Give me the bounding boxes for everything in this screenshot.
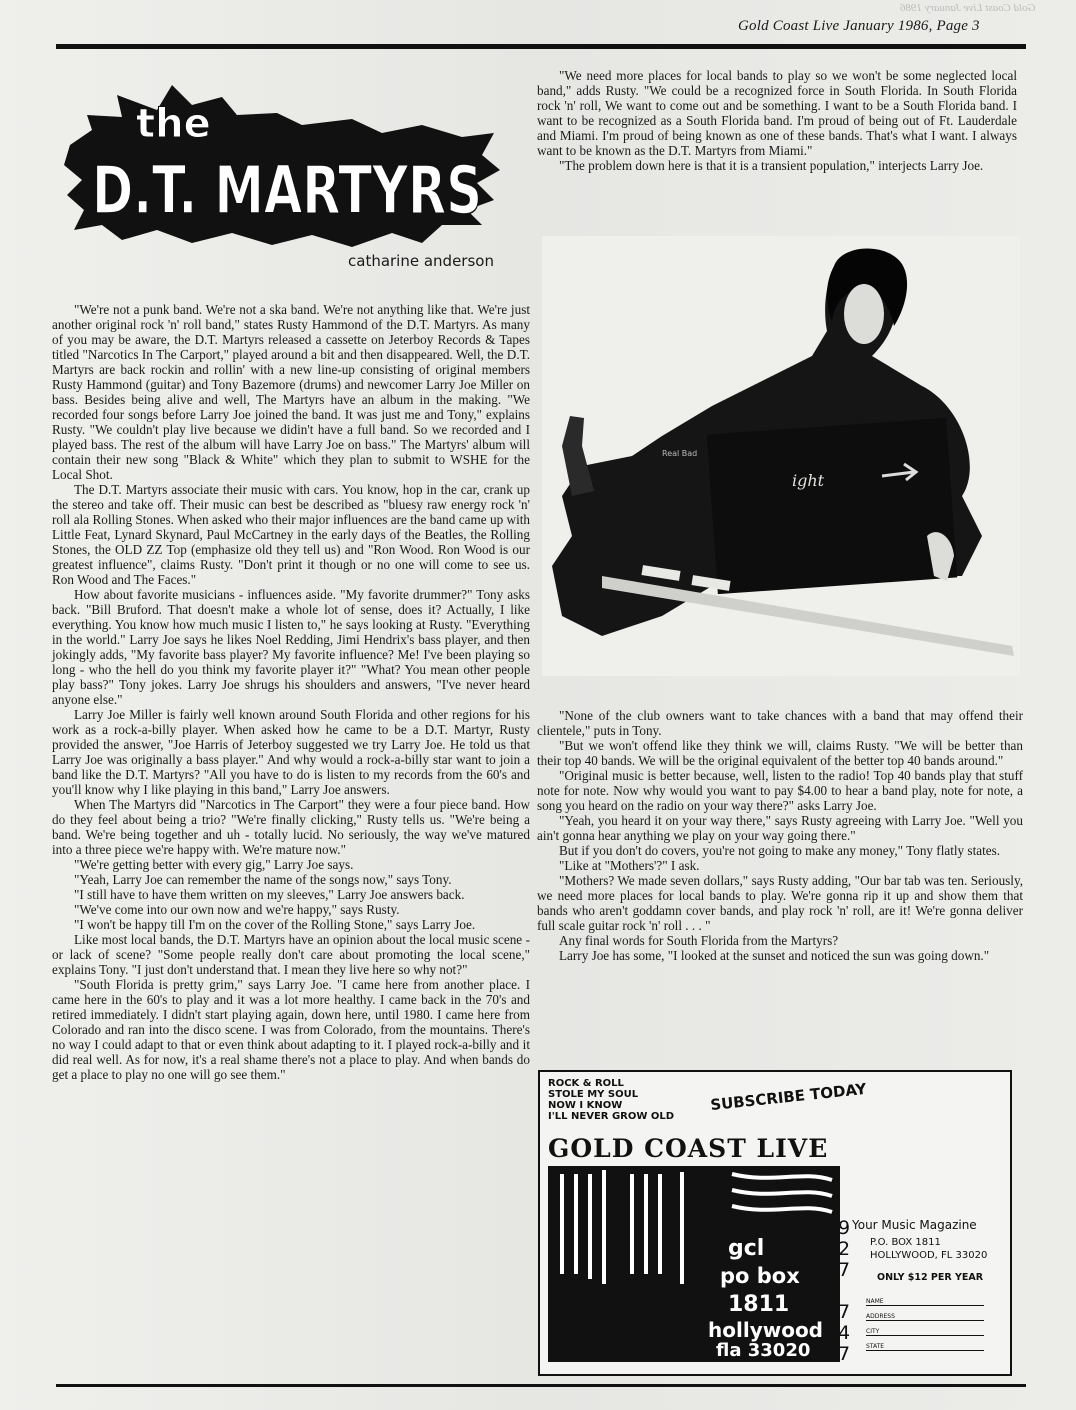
ad-po-box: po box <box>720 1264 800 1288</box>
article-paragraph: "We're getting better with every gig," Larry Joe says. <box>74 857 354 872</box>
article-paragraph: "South Florida is pretty grim," says Larry Joe. "I came here from another place. I came here in the 60's to play and it was a lot more healthy. I came back in the 70's and retired immediately. I didn't start playing again, down here, until 1980. I came here from Colorado and ran into the disco scene. I was from Colorado, from the mountains. There's no way I could adapt to that or even think about adapting to it. I played rock-a-billy and it did real well. As for now, it's a real shame there's not a place to play. And when bands do get a place to play no one will go see them." <box>52 977 530 1082</box>
bleed-through-text: Gold Coast Live January 1986 <box>900 2 1036 14</box>
subscription-ad <box>538 1070 1012 1376</box>
ad-tagline-line: ROCK & ROLL <box>548 1078 624 1089</box>
ad-tagline-line: NOW I KNOW <box>548 1100 623 1111</box>
article-paragraph: "Yeah, you heard it on your way there," says Rusty agreeing with Larry Joe. "Well you ain't gonna hear anything we play on your way going there." <box>537 813 1023 843</box>
zip-digit: 7 <box>838 1259 851 1281</box>
ad-price: ONLY $12 PER YEAR <box>877 1272 984 1283</box>
article-column-left <box>52 302 530 1082</box>
amp-sticker: Real Bad <box>662 449 698 458</box>
article-paragraph: "We've come into our own now and we're happy," says Rusty. <box>74 902 400 917</box>
zip-digit: 7 <box>838 1343 851 1365</box>
address-line: P.O. BOX 1811 <box>870 1237 941 1248</box>
masthead-pre-title: the <box>136 101 211 147</box>
ad-tagline-magazine: Your Music Magazine <box>852 1218 977 1232</box>
article-paragraph: "But we won't offend like they think we will, claims Rusty. "We will be better than their top 40 bands. We will be the original equivalent of the better top 40 bands around." <box>537 738 1023 768</box>
article-paragraph: When The Martyrs did "Narcotics in The Carport" they were a four piece band. How do they feel about being a trio? "We're finally clicking," Rusty tells us. "We're being a band. We're being together and uh - totally lucid. No seriously, the way we've matured into a three piece we're happy with. We're mature now." <box>52 797 530 857</box>
article-paragraph: "Yeah, Larry Joe can remember the name of the songs now," says Tony. <box>74 872 452 887</box>
band-member-photo <box>542 236 1020 676</box>
article-paragraph: Larry Joe Miller is fairly well known around South Florida and other regions for his work as a rock-a-billy player. When asked how he came to be a D.T. Martyr, Rusty provided the answer, "Joe Harris of Jeterboy suggested we try Larry Joe. He told us that Larry Joe was originally a bass player." And why would a rock-a-billy star want to join a band like the D.T. Martyrs? "All you have to do is listen to my records from the 60's and you'll know why I like playing in this band," Larry Joe answers. <box>52 707 530 797</box>
article-paragraph: Like most local bands, the D.T. Martyrs have an opinion about the local music scene - or lack of scene? "Some people really don't care about promoting the local scene," explains Tony. "I just don't understand that. I mean they live here so why not?" <box>52 932 530 977</box>
form-field-address[interactable]: ADDRESS <box>866 1313 984 1321</box>
article-column-right-bottom <box>537 708 1023 963</box>
zip-digit: 2 <box>838 1238 851 1260</box>
ad-zip-vertical <box>838 1218 858 1365</box>
form-field-city[interactable]: CITY <box>866 1328 984 1336</box>
subscribe-heading: SUBSCRIBE TODAY <box>709 1079 868 1115</box>
article-column-right-top <box>537 68 1017 173</box>
article-paragraph: "Mothers? We made seven dollars," says Rusty adding, "Our bar tab was ten. Seriously, we need more places for local bands to play. We're gonna rip it up and show them that bands who aren't goddamn cover bands, and play rock 'n' roll, are it! We're gonna deliver full scale guitar rock 'n' roll . . . " <box>537 873 1023 933</box>
ad-tagline-line: I'LL NEVER GROW OLD <box>548 1111 675 1122</box>
article-byline: catharine anderson <box>348 252 494 270</box>
ad-state-zip: fla 33020 <box>716 1340 811 1361</box>
ad-magazine-title: GOLD COAST LIVE <box>548 1134 829 1163</box>
article-paragraph: "The problem down here is that it is a transient population," interjects Larry Joe. <box>559 158 984 173</box>
article-paragraph: "I still have to have them written on my sleeves," Larry Joe answers back. <box>74 887 465 902</box>
article-paragraph: Larry Joe has some, "I looked at the sunset and noticed the sun was going down." <box>559 948 990 963</box>
page-header: Gold Coast Live January 1986, Page 3 <box>738 18 980 34</box>
article-paragraph: "I won't be happy till I'm on the cover of the Rolling Stone," says Larry Joe. <box>74 917 476 932</box>
article-paragraph: But if you don't do covers, you're not going to make any money," Tony flatly states. <box>559 843 1001 858</box>
amp-logo: ight <box>792 471 825 490</box>
bottom-rule <box>56 1384 1026 1387</box>
article-paragraph: "Like at "Mothers'?" I ask. <box>559 858 700 873</box>
ad-gcl: gcl <box>728 1236 765 1261</box>
article-paragraph: "We're not a punk band. We're not a ska band. We're not anything like that. We're just another original rock 'n' roll band," states Rusty Hammond of the D.T. Martyrs. As many of you may be aware, the D.T. Martyrs released a cassette on Jeterboy Records & Tapes titled "Narcotics In The Carport," played around a bit and then disappeared. Well, the D.T. Martyrs are back rockin and rollin' with a new line-up consisting of original members Rusty Hammond (guitar) and Tony Bazemore (drums) and newcomer Larry Joe Miller on bass. Besides being alive and well, The Martyrs have an album in the making. "We recorded four songs before Larry Joe joined the band. It was just me and Tony," explains Rusty. "We couldn't play live because we didin't have a full band. So we recorded and I played bass. The rest of the album will have Larry Joe on bass." The Martyrs' album will contain their new song "Black & White" which they plan to submit to WSHE for the Local Shot. <box>52 302 530 482</box>
article-paragraph: "None of the club owners want to take chances with a band that may offend their clientele," puts in Tony. <box>537 708 1023 738</box>
article-paragraph: "We need more places for local bands to play so we won't be some neglected local band," adds Rusty. "We could be a recognized force in South Florida. In South Florida rock 'n' roll, We want to come out and be something. I want to be a South Florida band. I want to be recognized as a South Florida band. I'm proud of being out of Ft. Lauderdale and Miami. I'm proud of being known as one of these bands. That's what I want. I always want to be known as the D.T. Martyrs from Miami." <box>537 68 1017 158</box>
zip-digit: 4 <box>838 1322 851 1344</box>
address-line: HOLLYWOOD, FL 33020 <box>870 1250 988 1261</box>
form-field-name[interactable]: NAME <box>866 1298 984 1306</box>
article-paragraph: How about favorite musicians - influences aside. "My favorite drummer?" Tony asks back. "Bill Bruford. That doesn't make a whole lot of sense, does it? Actually, I like everything. You know how much music I listen to," he says looking at Rusty. "Everything in the world." Larry Joe says he likes Noel Redding, Jimi Hendrix's bass player, and then jokingly adds, "My favorite bass player? My favorite influence? Me! I've been playing so long - who the hell do you think my favorite player it?" "What? You mean other people play bass?" Tony jokes. Larry Joe shrugs his shoulders and answers, "I've never heard anyone else." <box>52 587 530 707</box>
form-field-state[interactable]: STATE <box>866 1343 984 1351</box>
article-paragraph: The D.T. Martyrs associate their music with cars. You know, hop in the car, crank up the stereo and take off. Their music can best be described as "bluesy raw energy rock 'n' roll ala Rolling Stones. When asked who their major influences are the band came up with Little Feat, Lynard Skynard, Paul McCartney in the early days of the Beatles, the Rolling Stones, the OLD ZZ Top (emphasize old they tell us) and "Ron Wood. Ron Wood is our greatest influence", claims Rusty. "Don't print it though or no one will come to see us. Ron Wood and The Faces." <box>52 482 530 587</box>
ad-box-number: 1811 <box>728 1292 790 1317</box>
article-paragraph: "Original music is better because, well, listen to the radio! Top 40 bands play that stuff note for note. Now why would you want to pay $4.00 to hear a band play, note for note, a song you heard on the radio on your way there?" asks Larry Joe. <box>537 768 1023 813</box>
top-rule <box>56 44 1026 49</box>
ad-tagline <box>548 1078 674 1122</box>
article-paragraph: Any final words for South Florida from the Martyrs? <box>559 933 839 948</box>
photo-face <box>844 284 884 344</box>
masthead-title: D.T. MARTYRS <box>92 152 482 229</box>
zip-digit: 9 <box>838 1217 851 1239</box>
ad-city: hollywood <box>708 1318 823 1342</box>
zip-digit <box>838 1281 858 1302</box>
ad-tagline-line: STOLE MY SOUL <box>548 1089 639 1100</box>
article-masthead <box>62 75 502 255</box>
zip-digit: 7 <box>838 1301 851 1323</box>
ad-mailing-address <box>870 1236 987 1262</box>
amplifier-shape <box>707 418 958 594</box>
